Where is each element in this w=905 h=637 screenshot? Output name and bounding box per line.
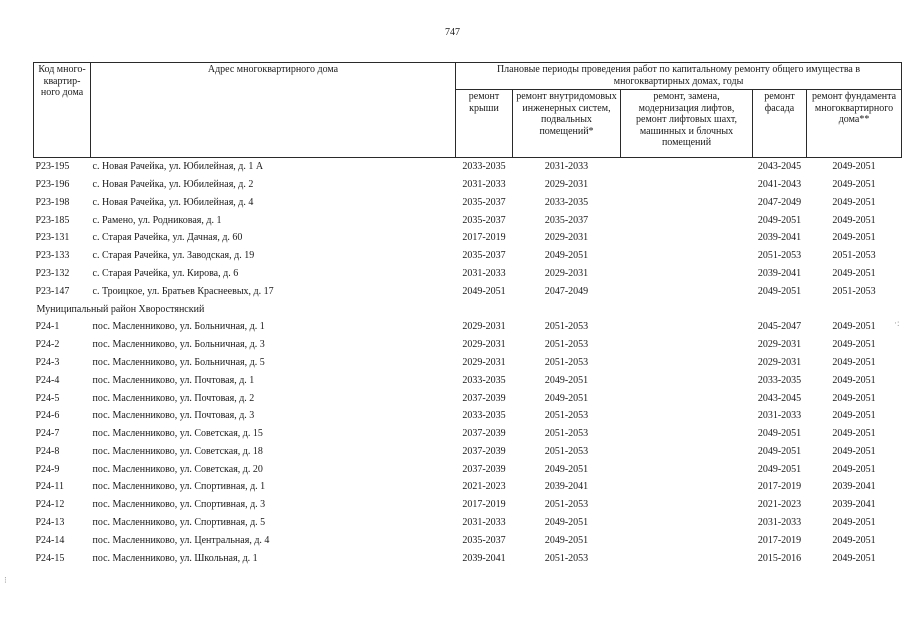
- cell-internal: 2033-2035: [544, 196, 589, 208]
- cell-facade: 2031-2033: [757, 517, 802, 529]
- cell-foundation: 2049-2051: [832, 339, 876, 351]
- header-roof: ремонт крыши: [456, 90, 513, 158]
- table-row: [34, 176, 902, 194]
- cell-address: с. Старая Рачейка, ул. Дачная, д. 60: [92, 232, 243, 244]
- cell-code: Р23-196: [35, 178, 70, 190]
- table-row: [34, 354, 902, 372]
- cell-address: пос. Масленниково, ул. Центральная, д. 4: [92, 534, 270, 546]
- cell-internal: 2051-2053: [544, 552, 589, 564]
- cell-facade: 2015-2016: [757, 552, 802, 564]
- cell-roof: 2031-2033: [462, 517, 506, 529]
- cell-elevators: [621, 158, 753, 176]
- cell-facade: 2049-2051: [757, 214, 802, 226]
- cell-roof: 2029-2031: [462, 321, 506, 333]
- header-elevators: ремонт, замена, модернизация лифтов, ремонт лифтовых шахт, машинных и блочных помещений: [621, 90, 753, 158]
- table-row: [34, 425, 902, 443]
- cell-internal: 2039-2041: [544, 481, 589, 493]
- cell-facade: 2045-2047: [757, 321, 802, 333]
- cell-code: Р24-11: [35, 481, 65, 493]
- cell-facade: 2029-2031: [757, 356, 802, 368]
- cell-internal: 2049-2051: [544, 517, 589, 529]
- table-row: [34, 443, 902, 461]
- table-body-part1: [34, 158, 902, 301]
- cell-address: пос. Масленниково, ул. Больничная, д. 5: [92, 356, 265, 368]
- table-row: [34, 283, 902, 301]
- cell-facade: 2039-2041: [757, 232, 802, 244]
- cell-elevators: [621, 478, 753, 496]
- district-row: [34, 300, 902, 318]
- cell-address: пос. Масленниково, ул. Советская, д. 18: [92, 445, 263, 457]
- cell-roof: 2031-2033: [462, 267, 506, 279]
- cell-internal: 2051-2053: [544, 410, 589, 422]
- cell-code: Р24-4: [35, 374, 60, 386]
- cell-elevators: [621, 425, 753, 443]
- table-row: [34, 389, 902, 407]
- cell-foundation: 2049-2051: [832, 196, 876, 208]
- cell-foundation: 2049-2051: [832, 374, 876, 386]
- cell-roof: 2037-2039: [462, 463, 506, 475]
- cell-internal: 2051-2053: [544, 428, 589, 440]
- cell-elevators: [621, 176, 753, 194]
- cell-foundation: 2051-2053: [832, 285, 876, 297]
- cell-code: Р24-12: [35, 499, 65, 511]
- cell-facade: 2029-2031: [757, 339, 802, 351]
- cell-elevators: [621, 283, 753, 301]
- cell-code: Р23-195: [35, 161, 70, 173]
- cell-address: пос. Масленниково, ул. Школьная, д. 1: [92, 552, 258, 564]
- cell-internal: 2035-2037: [544, 214, 589, 226]
- cell-internal: 2049-2051: [544, 392, 589, 404]
- cell-address: пос. Масленниково, ул. Советская, д. 20: [92, 463, 263, 475]
- cell-code: Р24-2: [35, 339, 60, 351]
- cell-internal: 2029-2031: [544, 178, 589, 190]
- table-row: [34, 265, 902, 283]
- cell-elevators: [621, 443, 753, 461]
- cell-foundation: 2051-2053: [832, 250, 876, 262]
- header-address: Адрес многоквартирного дома: [91, 63, 456, 158]
- cell-foundation: 2049-2051: [832, 517, 876, 529]
- cell-facade: 2043-2045: [757, 161, 802, 173]
- cell-elevators: [621, 532, 753, 550]
- cell-internal: 2049-2051: [544, 374, 589, 386]
- cell-facade: 2031-2033: [757, 410, 802, 422]
- cell-foundation: 2049-2051: [832, 392, 876, 404]
- cell-address: пос. Масленниково, ул. Спортивная, д. 3: [92, 499, 266, 511]
- cell-roof: 2035-2037: [462, 534, 506, 546]
- cell-foundation: 2039-2041: [832, 481, 876, 493]
- cell-internal: 2051-2053: [544, 356, 589, 368]
- cell-address: пос. Масленниково, ул. Почтовая, д. 3: [92, 410, 255, 422]
- cell-elevators: [621, 265, 753, 283]
- district-label: Муниципальный район Хворостянский: [36, 303, 205, 315]
- cell-roof: 2021-2023: [462, 481, 506, 493]
- cell-internal: 2031-2033: [544, 161, 589, 173]
- cell-facade: 2021-2023: [757, 499, 802, 511]
- cell-roof: 2049-2051: [462, 285, 506, 297]
- cell-code: Р24-8: [35, 445, 60, 457]
- cell-foundation: 2049-2051: [832, 428, 876, 440]
- cell-address: пос. Масленниково, ул. Больничная, д. 1: [92, 321, 265, 333]
- table-row: [34, 461, 902, 479]
- cell-roof: 2029-2031: [462, 339, 506, 351]
- cell-roof: 2033-2035: [462, 410, 506, 422]
- cell-internal: 2051-2053: [544, 339, 589, 351]
- cell-code: Р23-185: [35, 214, 70, 226]
- cell-foundation: 2049-2051: [832, 232, 876, 244]
- cell-roof: 2033-2035: [462, 161, 506, 173]
- cell-roof: 2037-2039: [462, 428, 506, 440]
- cell-code: Р24-3: [35, 356, 60, 368]
- capital-repair-schedule-table: [33, 62, 902, 567]
- cell-roof: 2017-2019: [462, 499, 506, 511]
- cell-facade: 2041-2043: [757, 178, 802, 190]
- header-code: Код много-квартир-ного дома: [34, 63, 91, 158]
- cell-foundation: 2049-2051: [832, 267, 876, 279]
- cell-foundation: 2049-2051: [832, 321, 876, 333]
- cell-address: пос. Масленниково, ул. Спортивная, д. 5: [92, 517, 266, 529]
- cell-roof: 2029-2031: [462, 356, 506, 368]
- cell-internal: 2051-2053: [544, 445, 589, 457]
- cell-elevators: [621, 372, 753, 390]
- cell-address: с. Новая Рачейка, ул. Юбилейная, д. 4: [92, 196, 254, 208]
- cell-facade: 2033-2035: [757, 374, 802, 386]
- cell-address: с. Новая Рачейка, ул. Юбилейная, д. 1 А: [92, 161, 264, 173]
- table-row: [34, 318, 902, 336]
- table-row: [34, 407, 902, 425]
- cell-code: Р23-132: [35, 267, 70, 279]
- cell-elevators: [621, 247, 753, 265]
- cell-roof: 2035-2037: [462, 250, 506, 262]
- cell-elevators: [621, 194, 753, 212]
- cell-elevators: [621, 336, 753, 354]
- header-internal-systems: ремонт внутридомовых инженерных систем, подвальных помещений*: [513, 90, 621, 158]
- cell-foundation: 2049-2051: [832, 178, 876, 190]
- cell-code: Р23-147: [35, 285, 70, 297]
- cell-code: Р24-9: [35, 463, 60, 475]
- table-row: [34, 532, 902, 550]
- cell-roof: 2039-2041: [462, 552, 506, 564]
- cell-internal: 2029-2031: [544, 232, 589, 244]
- table-row: [34, 372, 902, 390]
- cell-internal: 2051-2053: [544, 321, 589, 333]
- cell-foundation: 2049-2051: [832, 410, 876, 422]
- cell-facade: 2017-2019: [757, 534, 802, 546]
- cell-elevators: [621, 461, 753, 479]
- cell-code: Р23-133: [35, 250, 70, 262]
- cell-address: с. Старая Рачейка, ул. Кирова, д. 6: [92, 267, 239, 279]
- table-row: [34, 229, 902, 247]
- cell-address: с. Старая Рачейка, ул. Заводская, д. 19: [92, 250, 255, 262]
- header-periods-group: Плановые периоды проведения работ по капитальному ремонту общего имущества в многоквартирных домах, годы: [456, 63, 902, 90]
- cell-code: Р23-131: [35, 232, 70, 244]
- margin-mark: ·:: [894, 318, 900, 328]
- cell-facade: 2049-2051: [757, 445, 802, 457]
- cell-internal: 2049-2051: [544, 534, 589, 546]
- cell-code: Р24-15: [35, 552, 65, 564]
- cell-elevators: [621, 550, 753, 568]
- district-section: [34, 300, 902, 318]
- cell-roof: 2035-2037: [462, 214, 506, 226]
- cell-foundation: 2039-2041: [832, 499, 876, 511]
- cell-address: пос. Масленниково, ул. Почтовая, д. 1: [92, 374, 255, 386]
- cell-facade: 2039-2041: [757, 267, 802, 279]
- cell-facade: 2017-2019: [757, 481, 802, 493]
- cell-address: пос. Масленниково, ул. Советская, д. 15: [92, 428, 263, 440]
- table-row: [34, 514, 902, 532]
- cell-foundation: 2049-2051: [832, 445, 876, 457]
- cell-roof: 2031-2033: [462, 178, 506, 190]
- cell-code: Р24-1: [35, 321, 60, 333]
- margin-mark: ⁝: [4, 575, 7, 585]
- cell-roof: 2037-2039: [462, 392, 506, 404]
- cell-internal: 2049-2051: [544, 463, 589, 475]
- cell-code: Р24-13: [35, 517, 65, 529]
- cell-foundation: 2049-2051: [832, 356, 876, 368]
- cell-roof: 2037-2039: [462, 445, 506, 457]
- cell-code: Р24-7: [35, 428, 60, 440]
- cell-roof: 2035-2037: [462, 196, 506, 208]
- cell-elevators: [621, 229, 753, 247]
- cell-foundation: 2049-2051: [832, 463, 876, 475]
- cell-foundation: 2049-2051: [832, 534, 876, 546]
- cell-address: с. Троицкое, ул. Братьев Краснеевых, д. 17: [92, 285, 274, 297]
- table-row: [34, 336, 902, 354]
- table-row: [34, 158, 902, 176]
- cell-facade: 2051-2053: [757, 250, 802, 262]
- cell-internal: 2051-2053: [544, 499, 589, 511]
- cell-roof: 2033-2035: [462, 374, 506, 386]
- cell-code: Р24-5: [35, 392, 60, 404]
- header-facade: ремонт фасада: [753, 90, 807, 158]
- cell-facade: 2049-2051: [757, 463, 802, 475]
- cell-elevators: [621, 389, 753, 407]
- cell-elevators: [621, 496, 753, 514]
- cell-facade: 2049-2051: [757, 428, 802, 440]
- table-row: [34, 496, 902, 514]
- cell-internal: 2049-2051: [544, 250, 589, 262]
- cell-code: Р24-14: [35, 534, 65, 546]
- cell-roof: 2017-2019: [462, 232, 506, 244]
- cell-elevators: [621, 407, 753, 425]
- cell-address: пос. Масленниково, ул. Почтовая, д. 2: [92, 392, 255, 404]
- table-row: [34, 194, 902, 212]
- table-body-part2: [34, 318, 902, 567]
- cell-foundation: 2049-2051: [832, 161, 876, 173]
- cell-elevators: [621, 318, 753, 336]
- cell-address: пос. Масленниково, ул. Больничная, д. 3: [92, 339, 265, 351]
- cell-facade: 2043-2045: [757, 392, 802, 404]
- cell-address: с. Рамено, ул. Родниковая, д. 1: [92, 214, 222, 226]
- cell-elevators: [621, 514, 753, 532]
- table-row: [34, 550, 902, 568]
- cell-address: с. Новая Рачейка, ул. Юбилейная, д. 2: [92, 178, 254, 190]
- page-number: 747: [445, 27, 460, 38]
- header-row-top: [34, 63, 902, 90]
- cell-foundation: 2049-2051: [832, 214, 876, 226]
- header-foundation: ремонт фундамента многоквартирного дома**: [807, 90, 902, 158]
- cell-facade: 2049-2051: [757, 285, 802, 297]
- cell-facade: 2047-2049: [757, 196, 802, 208]
- cell-internal: 2029-2031: [544, 267, 589, 279]
- cell-code: Р24-6: [35, 410, 60, 422]
- cell-elevators: [621, 211, 753, 229]
- cell-elevators: [621, 354, 753, 372]
- cell-foundation: 2049-2051: [832, 552, 876, 564]
- cell-address: пос. Масленниково, ул. Спортивная, д. 1: [92, 481, 266, 493]
- table-row: [34, 478, 902, 496]
- cell-code: Р23-198: [35, 196, 70, 208]
- table-row: [34, 211, 902, 229]
- table-row: [34, 247, 902, 265]
- cell-internal: 2047-2049: [544, 285, 589, 297]
